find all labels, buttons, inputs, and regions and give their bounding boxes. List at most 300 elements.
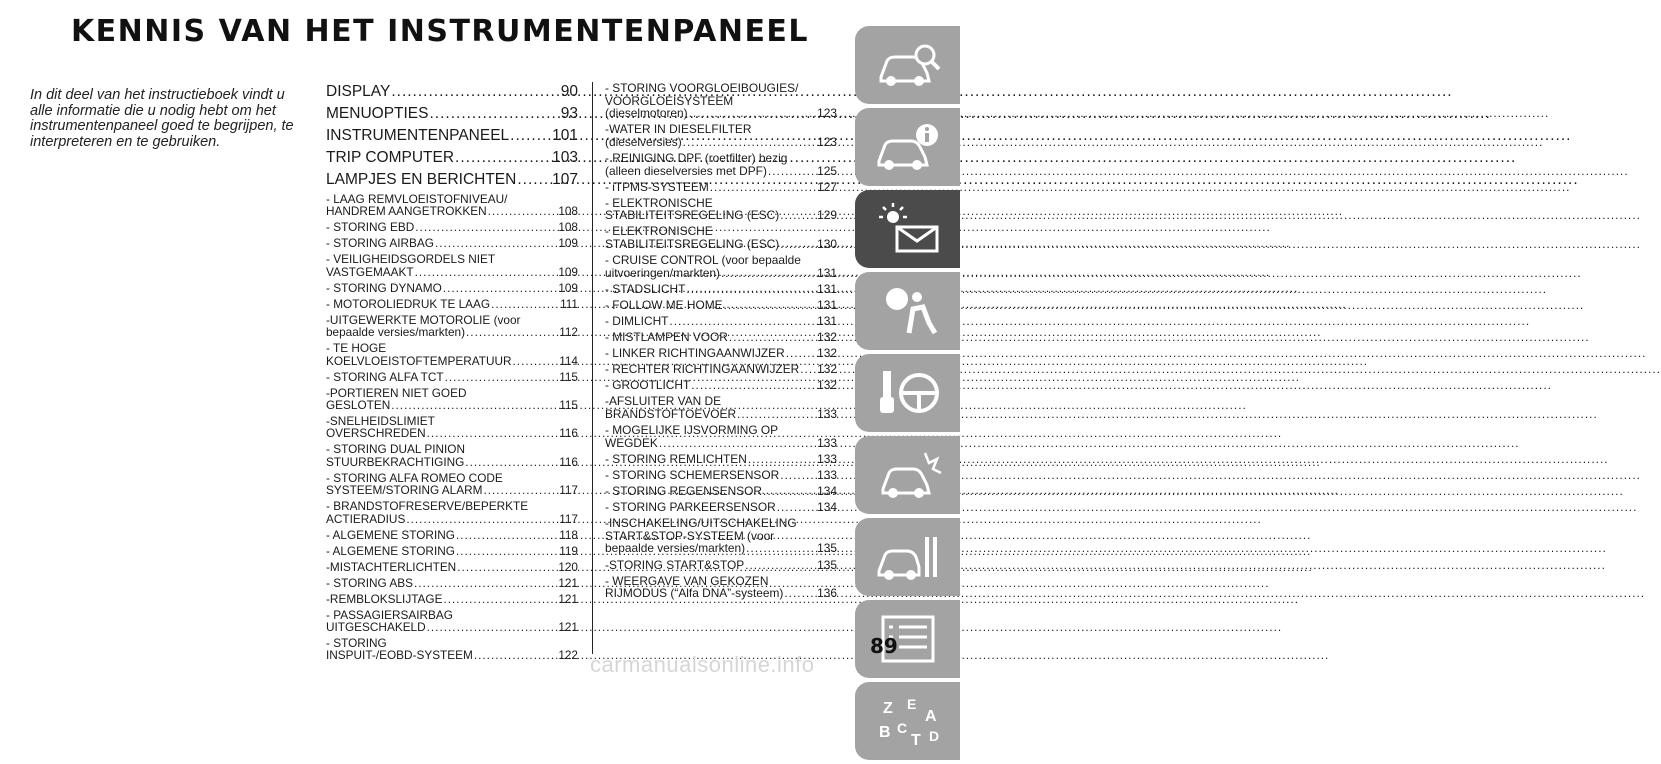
toc-row [605, 347, 837, 360]
toc-page-number: 118 [559, 527, 578, 542]
toc-sub-entry[interactable] [326, 253, 578, 278]
toc-sub-entry[interactable] [326, 472, 578, 497]
toc-row [326, 105, 578, 123]
toc-row [326, 593, 578, 605]
toc-row [326, 221, 578, 233]
leader-dots [762, 486, 816, 498]
toc-entry-title: - STORING DYNAMO [326, 280, 442, 295]
toc-entry-title: ACTIERADIUS [326, 511, 406, 526]
leader-dots [465, 327, 558, 339]
toc-entry-title: -STORING START&STOP [605, 557, 745, 572]
toc-row [326, 171, 578, 189]
toc-sub-entry[interactable] [605, 225, 837, 250]
toc-page-number: 90 [560, 83, 578, 100]
toc-page-number: 93 [560, 105, 578, 122]
toc-sub-entry[interactable] [326, 593, 578, 605]
toc-row [605, 542, 837, 555]
toc-row [326, 561, 578, 573]
toc-page-number: 116 [559, 454, 578, 469]
toc-page-number: 130 [817, 237, 837, 252]
toc-row [326, 355, 578, 367]
toc-entry-title: DISPLAY [326, 83, 391, 100]
toc-entry-title: - FOLLOW ME HOME [605, 297, 723, 312]
index-letter: B [878, 724, 891, 741]
leader-dots [509, 130, 551, 146]
toc-page-number: 132 [817, 346, 837, 361]
toc-page-number: 132 [817, 378, 837, 393]
toc-entry-title: SYSTEEM/STORING ALARM [326, 483, 483, 498]
toc-page-number: 135 [817, 557, 837, 572]
toc-entry-title: - STORING REMLICHTEN [605, 451, 747, 466]
leader-dots [745, 543, 816, 555]
toc-entry-line: - ELEKTRONISCHE [605, 224, 713, 239]
toc-main-entry[interactable] [326, 83, 578, 101]
toc-sub-entry[interactable] [326, 221, 578, 233]
toc-row [605, 165, 837, 178]
toc-sub-entry[interactable] [326, 500, 578, 525]
leader-dots [428, 108, 559, 124]
toc-row [326, 266, 578, 278]
toc-row [605, 587, 837, 600]
toc-entry-title: - MISTLAMPEN VOOR [605, 330, 728, 345]
main-entries [326, 83, 578, 189]
toc-entry-title: - STORING ALFA TCT [326, 369, 444, 384]
toc-row [326, 621, 578, 633]
toc-row [605, 437, 837, 450]
leader-dots [779, 239, 816, 251]
toc-row [326, 399, 578, 411]
toc-page-number: 115 [559, 369, 578, 384]
leader-dots [473, 650, 557, 662]
toc-row [326, 237, 578, 249]
toc-sub-entry[interactable] [605, 347, 837, 360]
car-tools-icon [873, 529, 943, 585]
toc-page-number: 125 [817, 163, 837, 178]
alphabet-index-icon [873, 693, 943, 749]
toc-entry-title: - STADSLICHT [605, 281, 686, 296]
toc-sub-entry[interactable] [605, 363, 837, 376]
toc-entry-title: WEGDEK [605, 435, 658, 450]
leader-dots [744, 559, 816, 571]
leader-dots [405, 513, 558, 525]
toc-sub-entry[interactable] [326, 443, 578, 468]
toc-sub-entry[interactable] [326, 314, 578, 339]
toc-sub-entry[interactable] [605, 379, 837, 392]
toc-entry-title: uitvoeringen/markten) [605, 265, 720, 280]
tab-car-search[interactable] [855, 26, 960, 104]
toc-entry-title: - STORING AIRBAG [326, 236, 434, 251]
leader-dots [414, 266, 558, 278]
toc-row [605, 469, 837, 482]
toc-page-number: 103 [552, 149, 578, 166]
toc-page-number: 132 [817, 362, 837, 377]
toc-sub-entry[interactable] [326, 415, 578, 440]
toc-sub-entry[interactable] [326, 529, 578, 541]
toc-entry-title: HANDREM AANGETROKKEN [326, 204, 487, 219]
toc-entry-line: -AFSLUITER VAN DE [605, 394, 722, 409]
leader-dots [682, 137, 817, 149]
toc-sub-entry[interactable] [605, 299, 837, 312]
toc-column-1 [326, 83, 578, 665]
toc-entry-line: - LAAG REMVLOEISTOFNIVEAU/ [326, 192, 508, 206]
tab-safety[interactable] [855, 272, 960, 350]
toc-sub-entry[interactable] [605, 315, 837, 328]
toc-entry-line: - STORING DUAL PINION [326, 442, 465, 457]
toc-main-entry[interactable] [326, 149, 578, 167]
key-steering-wheel-icon [873, 365, 943, 421]
toc-row [326, 298, 578, 310]
toc-row [605, 283, 837, 296]
toc-sub-entry[interactable] [605, 559, 837, 572]
toc-sub-entry[interactable] [326, 545, 578, 557]
toc-entry-line: START&STOP-SYSTEEM (voor [605, 528, 775, 543]
leader-dots [455, 529, 558, 541]
toc-entry-line: - WEERGAVE VAN GEKOZEN [605, 573, 769, 588]
leader-dots [668, 316, 816, 328]
toc-entry-title: bepaalde versies/markten) [326, 325, 466, 340]
toc-entry-title: KOELVLOEISTOFTEMPERATUUR [326, 353, 512, 368]
toc-page-number: 133 [817, 467, 837, 482]
toc-page-number: 127 [817, 179, 837, 194]
toc-page-number: 121 [558, 620, 578, 635]
toc-sub-entry[interactable] [326, 637, 578, 662]
toc-page-number: 122 [558, 648, 578, 663]
toc-page-number: 121 [558, 575, 578, 590]
toc-entry-title: - STORING PARKEERSENSOR [605, 500, 776, 515]
toc-sub-entry[interactable] [605, 424, 837, 449]
toc-row [605, 363, 837, 376]
leader-dots [799, 364, 816, 376]
toc-page-number: 109 [558, 264, 578, 279]
toc-column-2 [605, 82, 837, 603]
toc-sub-entry[interactable] [326, 298, 578, 310]
toc-row [605, 331, 837, 344]
toc-page-number: 135 [817, 541, 837, 556]
toc-sub-entry[interactable] [326, 387, 578, 412]
index-letter: T [910, 732, 921, 749]
leader-dots [390, 86, 559, 102]
toc-entry-title: - ALGEMENE STORING [326, 527, 455, 542]
leader-dots [516, 174, 551, 190]
toc-row [605, 453, 837, 466]
toc-sub-entry[interactable] [605, 197, 837, 222]
leader-dots [688, 108, 817, 120]
toc-row [326, 127, 578, 145]
toc-entry-line: - VEILIGHEIDSGORDELS NIET [326, 252, 496, 267]
toc-page-number: 121 [558, 591, 578, 606]
toc-main-entry[interactable] [326, 105, 578, 123]
toc-row [326, 529, 578, 541]
toc-entry-title: - MOTOROLIEDRUK TE LAAG [326, 296, 491, 311]
leader-dots [720, 267, 816, 279]
toc-page-number: 119 [559, 543, 578, 558]
toc-sub-entry[interactable] [605, 501, 837, 514]
tab-index[interactable] [855, 682, 960, 760]
page-number: 89 [870, 634, 898, 658]
toc-page-number: 133 [817, 435, 837, 450]
toc-page-number: 117 [559, 511, 578, 526]
index-letter: Z [882, 700, 893, 717]
tab-car-info[interactable] [855, 108, 960, 186]
toc-page-number: 109 [558, 236, 578, 251]
toc-row [605, 181, 837, 194]
toc-page-number: 109 [558, 280, 578, 295]
toc-sub-entry[interactable] [326, 561, 578, 573]
leader-dots [414, 222, 557, 234]
leader-dots [723, 300, 817, 312]
toc-entry-line: - CRUISE CONTROL (voor bepaalde [605, 253, 801, 268]
toc-sub-entry[interactable] [326, 609, 578, 634]
toc-sub-entry[interactable] [605, 469, 837, 482]
leader-dots [512, 355, 559, 367]
toc-entry-title: (dieselmotoren) [605, 106, 688, 121]
toc-row [326, 371, 578, 383]
toc-entry-title: - STORING REGENSENSOR [605, 484, 763, 499]
toc-page-number: 131 [817, 297, 837, 312]
leader-dots [482, 485, 558, 497]
toc-sub-entry[interactable] [605, 395, 837, 420]
toc-row [605, 136, 837, 149]
leader-dots [779, 470, 816, 482]
sub-entries [326, 193, 578, 662]
toc-page-number: 136 [817, 586, 837, 601]
toc-sub-entry[interactable] [605, 331, 837, 344]
tab-warning-lights[interactable] [855, 190, 960, 268]
leader-dots [456, 561, 557, 573]
toc-entry-line: - PASSAGIERSAIRBAG [326, 607, 453, 622]
toc-entry-line: -PORTIEREN NIET GOED [326, 385, 467, 400]
toc-page-number: 133 [817, 407, 837, 422]
toc-entry-title: - RECHTER RICHTINGAANWIJZER [605, 362, 800, 377]
toc-sub-entry[interactable] [326, 193, 578, 218]
toc-row [326, 545, 578, 557]
leader-dots [783, 588, 816, 600]
leader-dots [390, 400, 558, 412]
toc-row [605, 408, 837, 421]
toc-page-number: 115 [559, 398, 578, 413]
toc-page-number: 133 [817, 451, 837, 466]
sub-entries-2 [605, 82, 837, 600]
toc-entry-title: - STORING ABS [326, 575, 413, 590]
airbag-person-icon [873, 283, 943, 339]
toc-entry-title: TRIP COMPUTER [326, 149, 455, 166]
index-letter: A [924, 708, 937, 725]
leader-dots [785, 348, 816, 360]
toc-row [326, 484, 578, 496]
toc-page-number: 111 [560, 296, 578, 311]
leader-dots [454, 152, 551, 168]
toc-entry-line: - STORING [326, 636, 387, 651]
toc-sub-entry[interactable] [326, 282, 578, 294]
toc-row [326, 282, 578, 294]
toc-entry-title: RIJMODUS (“Alfa DNA”-systeem) [605, 586, 784, 601]
toc-row [605, 238, 837, 251]
leader-dots [413, 577, 557, 589]
toc-sub-entry[interactable] [605, 82, 837, 120]
toc-entry-line: -UITGEWERKTE MOTOROLIE (voor [326, 312, 521, 327]
toc-sub-entry[interactable] [326, 237, 578, 249]
toc-sub-entry[interactable] [326, 371, 578, 383]
car-info-icon [873, 119, 943, 175]
toc-entry-title: bepaalde versies/markten) [605, 541, 746, 556]
toc-page-number: 129 [817, 208, 837, 223]
toc-page-number: 108 [558, 220, 578, 235]
toc-entry-title: INSTRUMENTENPANEEL [326, 127, 510, 144]
toc-entry-line: - STORING ALFA ROMEO CODE [326, 470, 503, 485]
toc-entry-title: - GROOTLICHT [605, 378, 691, 393]
toc-main-entry[interactable] [326, 171, 578, 189]
toc-row [326, 427, 578, 439]
index-letter: E [906, 696, 916, 712]
toc-sub-entry[interactable] [605, 517, 837, 555]
toc-entry-line: - STORING VOORGLOEIBOUGIES/ [605, 81, 799, 95]
toc-sub-entry[interactable] [605, 453, 837, 466]
toc-row [326, 649, 578, 661]
toc-page-number: 131 [817, 314, 837, 328]
index-letter: D [928, 728, 939, 744]
toc-row [605, 315, 837, 328]
leader-dots [709, 181, 816, 193]
toc-entry-title: STABILITEITSREGELING (ESC) [605, 237, 780, 252]
leader-dots [779, 210, 816, 222]
toc-page-number: 131 [817, 265, 837, 280]
toc-row [605, 501, 837, 514]
toc-entry-line: -SNELHEIDSLIMIET [326, 414, 435, 429]
leader-dots [426, 428, 559, 440]
toc-page-number: 131 [817, 281, 837, 296]
toc-entry-line: VOORGLOEISYSTEEM [605, 93, 734, 108]
toc-row [605, 107, 837, 120]
toc-entry-title: -REMBLOKSLIJTAGE [326, 591, 443, 606]
toc-entry-title: -MISTACHTERLICHTEN [326, 559, 457, 574]
toc-page-number: 123 [817, 106, 837, 121]
toc-entry-title: - iTPMS-SYSTEEM [605, 179, 709, 194]
toc-page-number: 112 [559, 325, 578, 340]
toc-page-number: 134 [817, 500, 837, 515]
toc-sub-entry[interactable] [326, 342, 578, 367]
toc-row [326, 83, 578, 101]
toc-page-number: 120 [558, 559, 578, 574]
toc-page-number: 101 [552, 127, 578, 144]
toc-sub-entry[interactable] [605, 123, 837, 148]
toc-page-number: 117 [559, 483, 578, 498]
tab-starting-driving[interactable] [855, 354, 960, 432]
toc-entry-title: - STORING EBD [326, 220, 415, 235]
toc-sub-entry[interactable] [605, 152, 837, 177]
toc-row [326, 456, 578, 468]
toc-entry-title: OVERSCHREDEN [326, 426, 426, 441]
toc-entry-line: - TE HOGE [326, 341, 387, 356]
toc-page-number: 132 [817, 330, 837, 345]
toc-row [326, 326, 578, 338]
toc-entry-title: (dieselversies) [605, 134, 682, 149]
toc-entry-title: VASTGEMAAKT [326, 264, 414, 279]
column-divider [592, 82, 593, 654]
toc-sub-entry[interactable] [605, 575, 837, 600]
toc-main-entry[interactable] [326, 127, 578, 145]
toc-entry-line: - BRANDSTOFRESERVE/BEPERKTE [326, 499, 529, 514]
toc-row [326, 149, 578, 167]
leader-dots [434, 238, 557, 250]
toc-entry-title: LAMPJES EN BERICHTEN [326, 171, 517, 188]
toc-entry-title: - LINKER RICHTINGAANWIJZER [605, 346, 785, 361]
leader-dots [690, 380, 816, 392]
toc-entry-line: - ELEKTRONISCHE [605, 195, 713, 210]
toc-row [326, 577, 578, 589]
page-title: KENNIS VAN HET INSTRUMENTENPANEEL [70, 14, 810, 49]
leader-dots [464, 456, 558, 468]
tab-maintenance[interactable] [855, 518, 960, 596]
toc-entry-title: STUURBEKRACHTIGING [326, 454, 465, 469]
toc-entry-title: - DIMLICHT [605, 314, 669, 328]
toc-row [326, 205, 578, 217]
toc-entry-line: - MOGELIJKE IJSVORMING OP [605, 423, 779, 438]
tab-emergency[interactable] [855, 436, 960, 514]
toc-row [326, 513, 578, 525]
watermark: carmanualsonline.info [590, 652, 815, 677]
index-letter: C [896, 720, 907, 736]
intro-text: In dit deel van het instructieboek vindt u alle informatie die u nodig hebt om het instrumentenpaneel goed te begrijpen, te interpreteren en te gebruiken. [30, 87, 294, 150]
leader-dots [444, 371, 559, 383]
car-crash-icon [873, 447, 943, 503]
toc-page-number: 108 [558, 204, 578, 219]
toc-entry-title: MENUOPTIES [326, 105, 429, 122]
leader-dots [490, 298, 559, 310]
toc-entry-title: BRANDSTOFTOEVOER [605, 407, 737, 422]
toc-sub-entry[interactable] [605, 283, 837, 296]
toc-entry-title: - STORING SCHEMERSENSOR [605, 467, 780, 482]
leader-dots [455, 545, 558, 557]
toc-row [605, 485, 837, 498]
leader-dots [776, 502, 816, 514]
leader-dots [747, 454, 816, 466]
warning-light-message-icon [873, 201, 943, 257]
toc-entry-title: STABILITEITSREGELING (ESC) [605, 208, 780, 223]
leader-dots [442, 282, 558, 294]
toc-entry-line: - REINIGING DPF (roetfilter) bezig [605, 150, 788, 165]
toc-row [605, 379, 837, 392]
toc-row [605, 267, 837, 280]
car-search-icon [873, 37, 943, 93]
toc-row [605, 559, 837, 572]
toc-entry-title: - ALGEMENE STORING [326, 543, 455, 558]
toc-sub-entry[interactable] [605, 181, 837, 194]
toc-row [605, 299, 837, 312]
leader-dots [767, 165, 816, 177]
leader-dots [442, 593, 557, 605]
toc-sub-entry[interactable] [326, 577, 578, 589]
leader-dots [658, 437, 816, 449]
toc-entry-title: INSPUIT-/EOBD-SYSTEEM [326, 648, 473, 663]
leader-dots [487, 206, 558, 218]
leader-dots [685, 284, 816, 296]
toc-entry-title: UITGESCHAKELD [326, 620, 426, 635]
toc-page-number: 134 [817, 484, 837, 499]
toc-row [605, 209, 837, 222]
toc-entry-line: -WATER IN DIESELFILTER [605, 122, 752, 137]
leader-dots [426, 622, 558, 634]
toc-page-number: 107 [552, 171, 578, 188]
leader-dots [728, 332, 816, 344]
toc-sub-entry[interactable] [605, 254, 837, 279]
toc-entry-line: -INSCHAKELING/UITSCHAKELING [605, 516, 797, 531]
toc-entry-title: GESLOTEN [326, 398, 391, 413]
toc-page-number: 116 [559, 426, 578, 441]
toc-sub-entry[interactable] [605, 485, 837, 498]
leader-dots [736, 409, 816, 421]
toc-page-number: 114 [559, 353, 578, 368]
toc-page-number: 123 [817, 134, 837, 149]
